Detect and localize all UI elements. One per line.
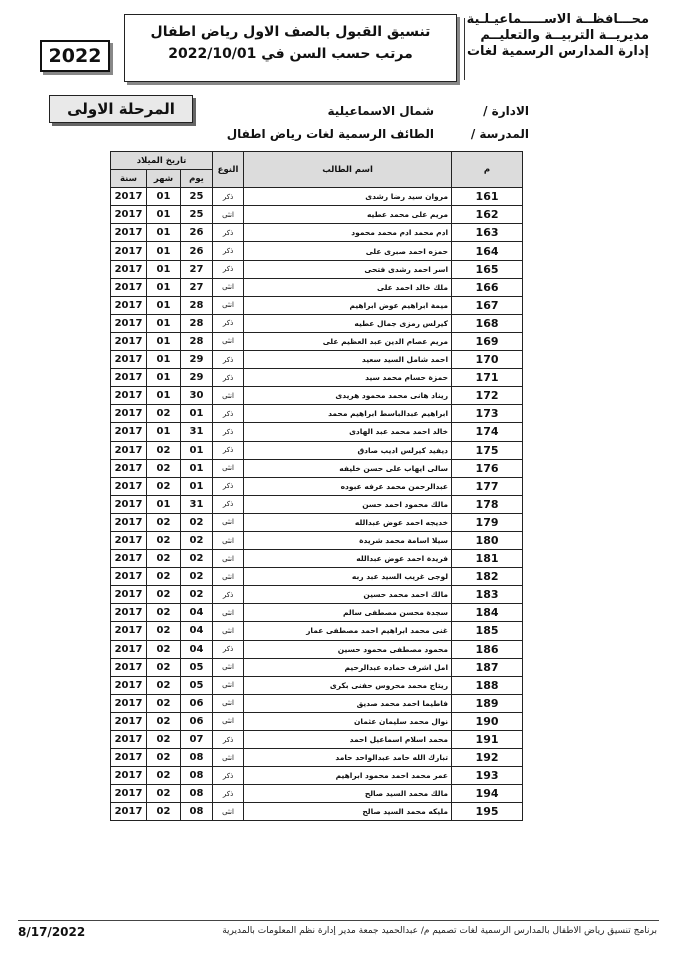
table-row [111,332,523,350]
table-row [111,423,523,441]
footer-divider [18,920,659,921]
student-name-cell: مريم عصام الدين عبد العظيم على [244,332,452,350]
gender-cell: ذكر [213,767,244,785]
school-label: المدرسة / [470,127,529,141]
student-name-cell: كيرلس رمزى جمال عطيه [244,314,452,332]
document-title-box [124,14,457,82]
birth-day-cell: 29 [181,351,213,369]
table-row [111,188,523,206]
gender-cell: انثى [213,296,244,314]
birth-day-cell: 31 [181,423,213,441]
birth-month-cell: 02 [147,767,181,785]
birth-day-cell: 08 [181,749,213,767]
birth-year-cell: 2017 [111,278,147,296]
index-cell: 170 [452,351,523,369]
student-name-cell: اسر احمد رشدى فتحى [244,260,452,278]
gender-cell: انثى [213,531,244,549]
birth-day-cell: 28 [181,332,213,350]
governorate-line: محـــافظــة الاســـــماعيـلـية [466,12,649,27]
student-name-cell: ديفيد كيرلس اديب صادق [244,441,452,459]
table-row [111,278,523,296]
index-cell: 181 [452,550,523,568]
birth-month-cell: 01 [147,224,181,242]
table-row [111,640,523,658]
table-row [111,803,523,821]
gender-cell: ذكر [213,495,244,513]
student-name-header: اسم الطالب [244,152,452,188]
birth-day-cell: 26 [181,224,213,242]
student-name-cell: نوال محمد سليمان عثمان [244,712,452,730]
birth-year-cell: 2017 [111,423,147,441]
birth-day-cell: 31 [181,495,213,513]
birth-month-cell: 01 [147,278,181,296]
gender-cell: ذكر [213,369,244,387]
birth-year-cell: 2017 [111,441,147,459]
birth-month-cell: 02 [147,640,181,658]
birth-day-cell: 04 [181,640,213,658]
birth-month-cell: 02 [147,604,181,622]
index-cell: 172 [452,387,523,405]
gender-cell: ذكر [213,477,244,495]
birth-day-cell: 02 [181,531,213,549]
birth-day-cell: 04 [181,622,213,640]
table-row [111,405,523,423]
student-name-cell: عمر محمد احمد محمود ابراهيم [244,767,452,785]
index-header: م [452,152,523,188]
birth-year-cell: 2017 [111,242,147,260]
student-name-cell: مالك احمد محمد حسين [244,586,452,604]
birth-month-cell: 02 [147,658,181,676]
index-cell: 177 [452,477,523,495]
birth-year-cell: 2017 [111,224,147,242]
index-cell: 166 [452,278,523,296]
day-header: يوم [181,170,213,188]
table-row [111,387,523,405]
birth-day-cell: 29 [181,369,213,387]
student-name-cell: فاطيما احمد محمد صديق [244,694,452,712]
gender-cell: انثى [213,803,244,821]
birth-year-cell: 2017 [111,749,147,767]
student-roster-table [110,151,523,821]
birth-month-cell: 01 [147,242,181,260]
birth-month-cell: 01 [147,296,181,314]
birth-year-cell: 2017 [111,314,147,332]
student-name-cell: احمد شامل السيد سعيد [244,351,452,369]
student-name-cell: مريم على محمد عطيه [244,206,452,224]
birth-day-cell: 08 [181,803,213,821]
birth-month-cell: 01 [147,351,181,369]
year-header: سنة [111,170,147,188]
table-row [111,622,523,640]
birth-year-cell: 2017 [111,260,147,278]
birth-year-cell: 2017 [111,369,147,387]
birth-year-cell: 2017 [111,459,147,477]
birth-year-cell: 2017 [111,712,147,730]
index-cell: 195 [452,803,523,821]
birth-month-cell: 02 [147,694,181,712]
student-name-cell: محمد اسلام اسماعيل احمد [244,731,452,749]
birth-year-cell: 2017 [111,767,147,785]
index-cell: 179 [452,513,523,531]
birth-year-cell: 2017 [111,640,147,658]
index-cell: 185 [452,622,523,640]
student-name-cell: سيلا اسامة محمد شريدة [244,531,452,549]
gender-cell: انثى [213,459,244,477]
birthdate-header: تاريخ الميلاد [111,152,213,170]
gender-cell: انثى [213,568,244,586]
table-row [111,712,523,730]
birth-month-cell: 02 [147,785,181,803]
birth-day-cell: 02 [181,550,213,568]
gender-cell: انثى [213,712,244,730]
table-row [111,369,523,387]
table-row [111,604,523,622]
administration-line: إدارة المدارس الرسمية لغات [466,44,649,59]
birth-year-cell: 2017 [111,351,147,369]
index-cell: 186 [452,640,523,658]
index-cell: 161 [452,188,523,206]
table-row [111,568,523,586]
table-row [111,694,523,712]
birth-year-cell: 2017 [111,622,147,640]
birth-month-cell: 01 [147,387,181,405]
birth-month-cell: 02 [147,803,181,821]
gender-cell: انثى [213,513,244,531]
birth-month-cell: 01 [147,206,181,224]
birth-day-cell: 08 [181,785,213,803]
student-name-cell: مليكه محمد السيد صالح [244,803,452,821]
index-cell: 187 [452,658,523,676]
governorate-block [429,12,649,60]
student-name-cell: ريتاج محمد محروس حفنى بكرى [244,676,452,694]
index-cell: 164 [452,242,523,260]
birth-day-cell: 27 [181,260,213,278]
print-date: 8/17/2022 [18,925,86,939]
table-row [111,749,523,767]
gender-cell: انثى [213,278,244,296]
student-name-cell: عبدالرحمن محمد عرفه عبوده [244,477,452,495]
birth-month-cell: 01 [147,423,181,441]
birth-month-cell: 02 [147,477,181,495]
birth-year-cell: 2017 [111,550,147,568]
index-cell: 183 [452,586,523,604]
birth-month-cell: 01 [147,369,181,387]
birth-year-cell: 2017 [111,803,147,821]
directorate-line: مديريــة التربيــة والتعليــم [480,28,649,43]
gender-cell: ذكر [213,785,244,803]
birth-year-cell: 2017 [111,531,147,549]
index-cell: 169 [452,332,523,350]
school-value: الطائف الرسمية لغات رياض اطفال [226,127,434,141]
birth-month-cell: 02 [147,459,181,477]
index-cell: 194 [452,785,523,803]
table-row [111,351,523,369]
gender-cell: ذكر [213,188,244,206]
roster-body [111,188,523,821]
birth-month-cell: 02 [147,731,181,749]
student-name-cell: سالى ايهاب على حسن خليفه [244,459,452,477]
index-cell: 184 [452,604,523,622]
index-cell: 182 [452,568,523,586]
birth-year-cell: 2017 [111,785,147,803]
admin-label: الادارة / [483,104,529,118]
birth-year-cell: 2017 [111,188,147,206]
index-cell: 168 [452,314,523,332]
gender-cell: انثى [213,387,244,405]
gender-cell: ذكر [213,423,244,441]
birth-day-cell: 28 [181,296,213,314]
student-name-cell: حمزة حسام محمد سيد [244,369,452,387]
birth-year-cell: 2017 [111,586,147,604]
birth-year-cell: 2017 [111,658,147,676]
table-row [111,658,523,676]
student-name-cell: امل اشرف حماده عبدالرحيم [244,658,452,676]
table-row [111,731,523,749]
birth-year-cell: 2017 [111,676,147,694]
birth-month-cell: 01 [147,260,181,278]
student-name-cell: مالك محمد السيد صالح [244,785,452,803]
birth-year-cell: 2017 [111,568,147,586]
index-cell: 167 [452,296,523,314]
birth-day-cell: 04 [181,604,213,622]
birth-month-cell: 02 [147,676,181,694]
birth-year-cell: 2017 [111,332,147,350]
table-row [111,459,523,477]
table-row [111,296,523,314]
birth-day-cell: 26 [181,242,213,260]
birth-day-cell: 07 [181,731,213,749]
student-name-cell: خديجه احمد عوض عبدالله [244,513,452,531]
birth-year-cell: 2017 [111,513,147,531]
table-row [111,676,523,694]
birth-month-cell: 02 [147,749,181,767]
student-name-cell: سجدة محسن مصطفى سالم [244,604,452,622]
student-name-cell: غنى محمد ابراهيم احمد مصطفى عمار [244,622,452,640]
table-row [111,441,523,459]
gender-cell: انثى [213,749,244,767]
index-cell: 174 [452,423,523,441]
birth-month-cell: 02 [147,441,181,459]
gender-cell: انثى [213,604,244,622]
birth-month-cell: 02 [147,568,181,586]
birth-year-cell: 2017 [111,731,147,749]
header-divider [464,18,465,80]
gender-cell: انثى [213,550,244,568]
year-badge: 2022 [40,40,110,72]
student-name-cell: ادم محمد ادم محمد محمود [244,224,452,242]
student-name-cell: محمود مصطفى محمود حسين [244,640,452,658]
gender-cell: انثى [213,694,244,712]
gender-cell: انثى [213,206,244,224]
table-row [111,260,523,278]
table-header-row [111,152,523,170]
birth-day-cell: 05 [181,676,213,694]
gender-cell: ذكر [213,314,244,332]
birth-year-cell: 2017 [111,477,147,495]
month-header: شهر [147,170,181,188]
birth-day-cell: 27 [181,278,213,296]
gender-cell: انثى [213,676,244,694]
table-row [111,550,523,568]
birth-day-cell: 25 [181,188,213,206]
gender-cell: ذكر [213,731,244,749]
birth-month-cell: 02 [147,513,181,531]
birth-month-cell: 02 [147,531,181,549]
student-name-cell: ملك خالد احمد على [244,278,452,296]
student-name-cell: مالك محمود احمد حسن [244,495,452,513]
table-row [111,495,523,513]
index-cell: 189 [452,694,523,712]
birth-day-cell: 08 [181,767,213,785]
table-row [111,224,523,242]
gender-cell: ذكر [213,260,244,278]
table-row [111,477,523,495]
birth-year-cell: 2017 [111,405,147,423]
table-row [111,242,523,260]
index-cell: 192 [452,749,523,767]
index-cell: 171 [452,369,523,387]
gender-cell: ذكر [213,224,244,242]
student-name-cell: ريناد هانى محمد محمود هريدى [244,387,452,405]
gender-cell: ذكر [213,441,244,459]
birth-day-cell: 01 [181,459,213,477]
birth-day-cell: 30 [181,387,213,405]
birth-day-cell: 25 [181,206,213,224]
birth-month-cell: 02 [147,586,181,604]
phase-label: المرحلة الاولى [49,95,193,123]
gender-cell: ذكر [213,405,244,423]
index-cell: 176 [452,459,523,477]
birth-day-cell: 01 [181,405,213,423]
birth-year-cell: 2017 [111,495,147,513]
document-subtitle: مرتب حسب السن في 2022/10/01 [168,46,413,62]
table-row [111,206,523,224]
index-cell: 165 [452,260,523,278]
student-name-cell: تبارك الله حامد عبدالواحد حامد [244,749,452,767]
footer-credit: برنامج تنسيق رياض الاطفال بالمدارس الرسمية لغات تصميم م/ عبدالحميد جمعة مدير إدارة نظم المعلومات بالمديرية [222,926,657,936]
table-row [111,785,523,803]
birth-month-cell: 01 [147,332,181,350]
birth-year-cell: 2017 [111,387,147,405]
student-name-cell: خالد احمد محمد عبد الهادى [244,423,452,441]
birth-day-cell: 01 [181,441,213,459]
table-row [111,767,523,785]
gender-cell: انثى [213,332,244,350]
index-cell: 191 [452,731,523,749]
student-name-cell: ميمة ابراهيم عوض ابراهيم [244,296,452,314]
table-row [111,513,523,531]
birth-month-cell: 02 [147,405,181,423]
student-name-cell: حمزه احمد صبرى على [244,242,452,260]
table-row [111,314,523,332]
student-name-cell: فريدة احمد عوض عبدالله [244,550,452,568]
index-cell: 188 [452,676,523,694]
student-name-cell: ابراهيم عبدالباسط ابراهيم محمد [244,405,452,423]
document-title: تنسيق القبول بالصف الاول رياض اطفال [150,24,431,40]
index-cell: 175 [452,441,523,459]
birth-day-cell: 06 [181,694,213,712]
index-cell: 162 [452,206,523,224]
birth-day-cell: 02 [181,568,213,586]
gender-cell: ذكر [213,242,244,260]
birth-day-cell: 02 [181,586,213,604]
birth-year-cell: 2017 [111,206,147,224]
birth-day-cell: 06 [181,712,213,730]
index-cell: 190 [452,712,523,730]
gender-cell: ذكر [213,351,244,369]
index-cell: 173 [452,405,523,423]
birth-day-cell: 05 [181,658,213,676]
table-row [111,586,523,604]
birth-month-cell: 01 [147,188,181,206]
birth-year-cell: 2017 [111,296,147,314]
birth-month-cell: 01 [147,495,181,513]
gender-cell: ذكر [213,640,244,658]
index-cell: 163 [452,224,523,242]
gender-cell: ذكر [213,586,244,604]
birth-day-cell: 02 [181,513,213,531]
gender-cell: انثى [213,622,244,640]
index-cell: 180 [452,531,523,549]
admin-value: شمال الاسماعيلية [327,104,434,118]
birth-year-cell: 2017 [111,604,147,622]
birth-month-cell: 02 [147,622,181,640]
index-cell: 193 [452,767,523,785]
index-cell: 178 [452,495,523,513]
birth-day-cell: 28 [181,314,213,332]
birth-year-cell: 2017 [111,694,147,712]
birth-month-cell: 02 [147,550,181,568]
table-row [111,531,523,549]
birth-month-cell: 01 [147,314,181,332]
birth-month-cell: 02 [147,712,181,730]
gender-cell: انثى [213,658,244,676]
student-name-cell: لوجى غريب السيد عبد ربه [244,568,452,586]
birth-day-cell: 01 [181,477,213,495]
gender-header: النوع [213,152,244,188]
student-name-cell: مروان سيد رضا رشدى [244,188,452,206]
